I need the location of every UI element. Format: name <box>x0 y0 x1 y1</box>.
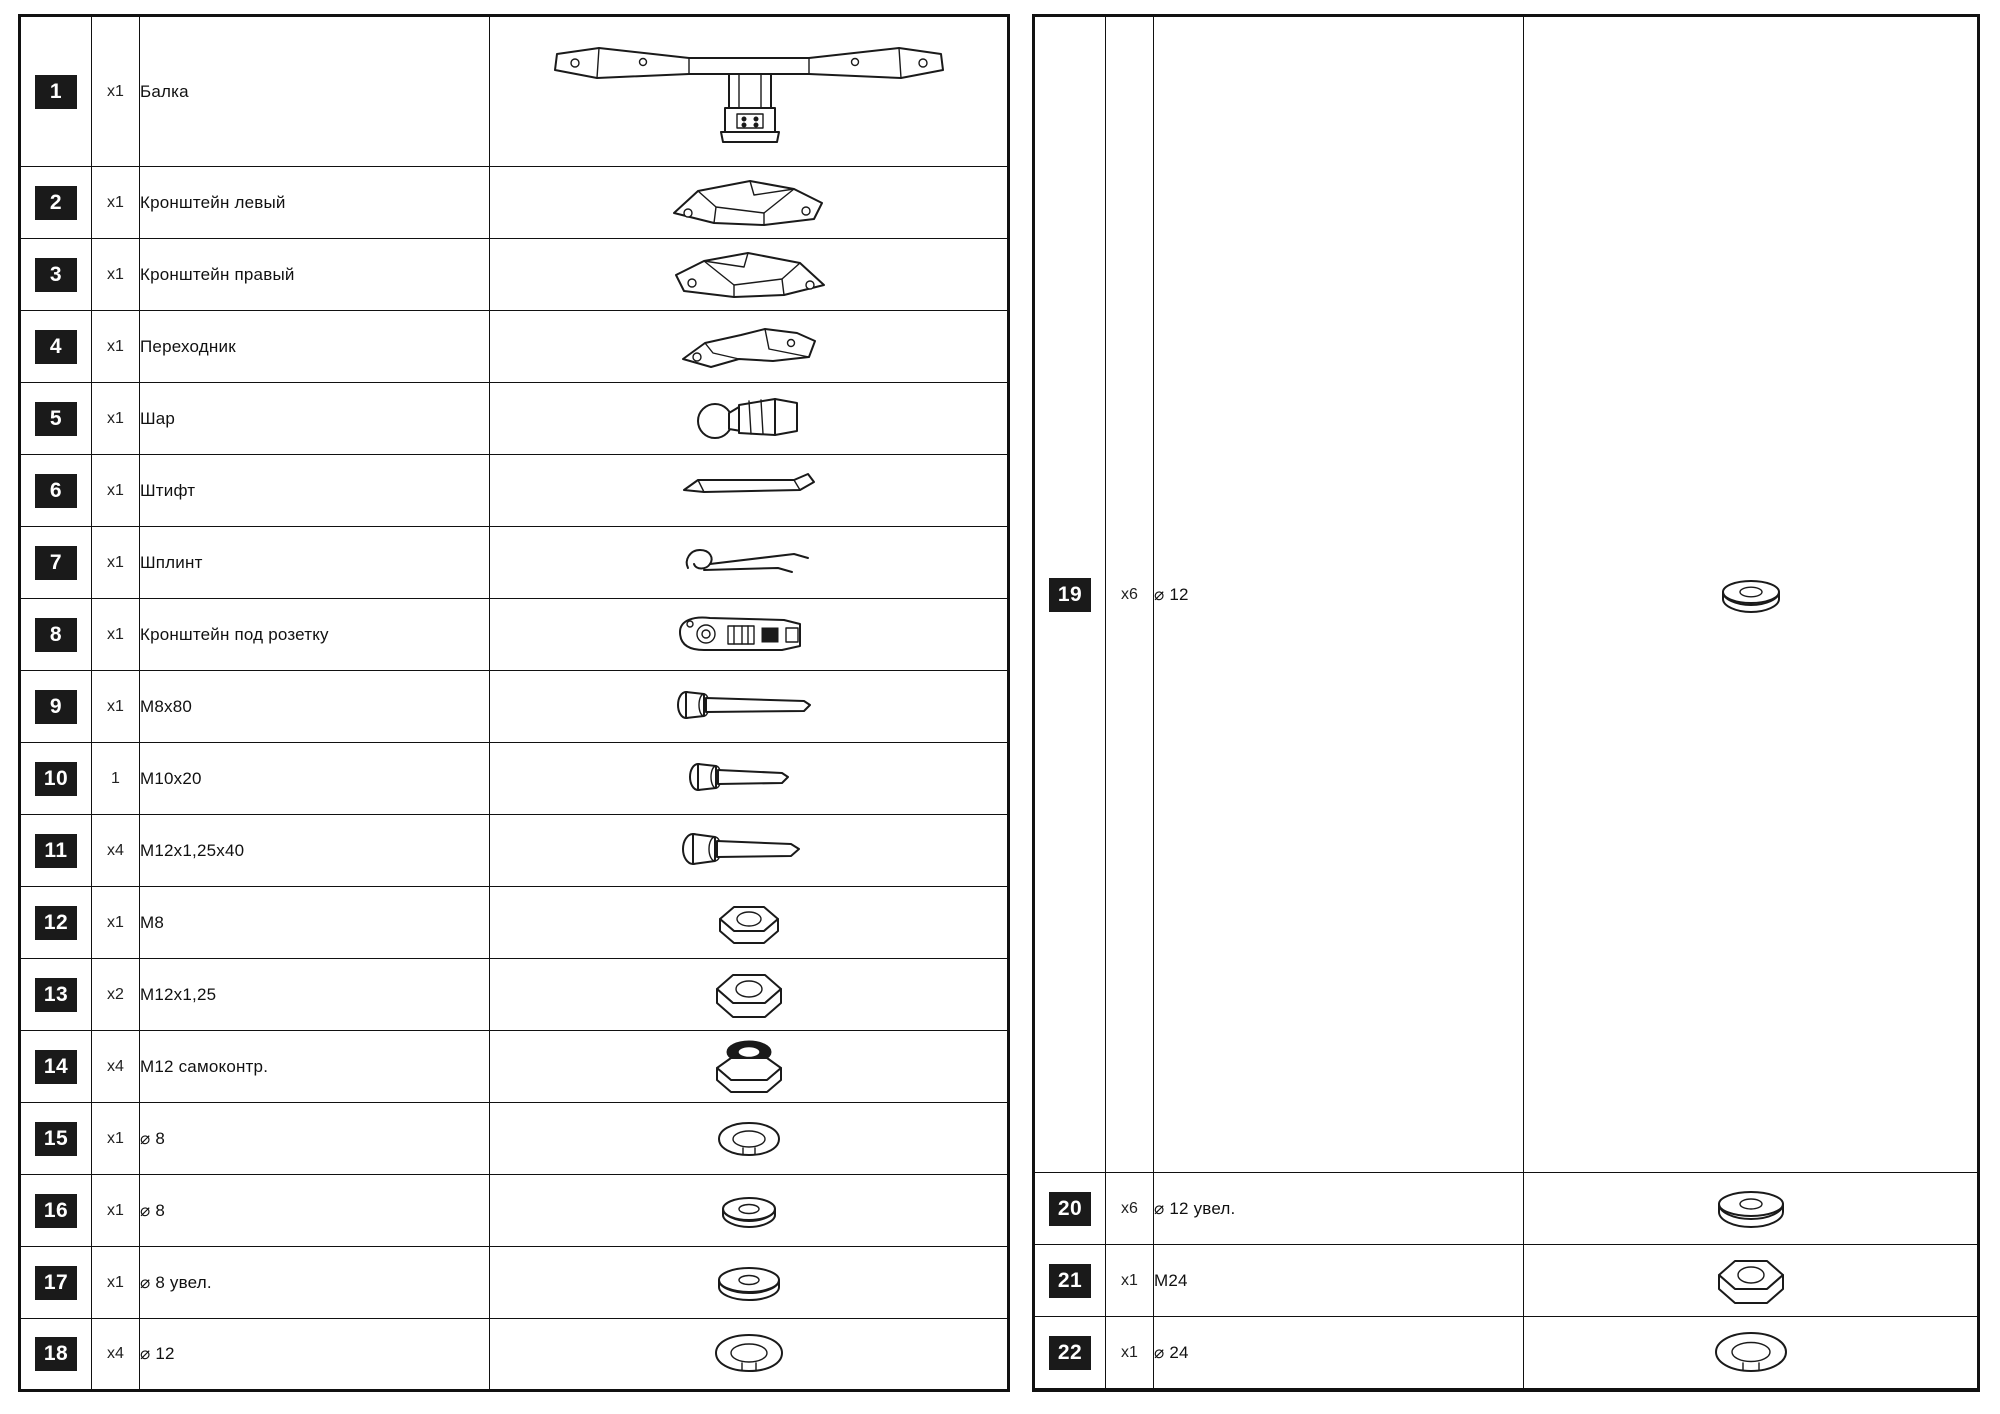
row-number-cell <box>20 887 92 959</box>
row-number-cell <box>1034 1245 1106 1317</box>
row-name-cell: ⌀ 12 <box>1154 16 1524 1173</box>
item-number-badge: 6 <box>35 474 77 508</box>
row-number-cell <box>20 311 92 383</box>
row-number-cell <box>20 815 92 887</box>
row-qty-cell: x1 <box>92 167 140 239</box>
row-qty-cell: x1 <box>92 1247 140 1319</box>
row-image-cell <box>490 239 1009 311</box>
adapter-icon <box>490 319 1007 375</box>
bolt-short-icon <box>490 759 1007 799</box>
row-name-cell: Балка <box>140 16 490 167</box>
row-name-cell: Кронштейн правый <box>140 239 490 311</box>
row-qty-cell: x4 <box>92 1319 140 1391</box>
table-row <box>20 671 1009 743</box>
table-row <box>20 815 1009 887</box>
row-name-cell: Шар <box>140 383 490 455</box>
row-name-cell: Переходник <box>140 311 490 383</box>
table-row <box>20 1319 1009 1391</box>
table-row <box>20 1247 1009 1319</box>
table-row <box>20 1103 1009 1175</box>
row-number-cell <box>20 599 92 671</box>
flat-washer-small-icon <box>490 1191 1007 1231</box>
item-number-badge: 5 <box>35 402 77 436</box>
pin-icon <box>490 468 1007 514</box>
row-image-cell <box>490 959 1009 1031</box>
row-image-cell <box>490 383 1009 455</box>
row-name-cell: Кронштейн левый <box>140 167 490 239</box>
item-number-badge: 14 <box>35 1050 77 1084</box>
flat-washer-small-icon <box>1524 574 1977 616</box>
row-image-cell <box>490 599 1009 671</box>
row-number-cell <box>20 743 92 815</box>
item-number-badge: 7 <box>35 546 77 580</box>
item-number-badge: 12 <box>35 906 77 940</box>
row-name-cell: ⌀ 12 увел. <box>1154 1173 1524 1245</box>
row-name-cell: ⌀ 8 <box>140 1103 490 1175</box>
row-image-cell <box>490 1175 1009 1247</box>
row-qty-cell: x1 <box>92 383 140 455</box>
spring-washer-large-icon <box>490 1329 1007 1379</box>
row-name-cell: ⌀ 8 увел. <box>140 1247 490 1319</box>
row-qty-cell: x4 <box>92 815 140 887</box>
item-number-badge: 1 <box>35 75 77 109</box>
bolt-long-icon <box>490 687 1007 727</box>
table-row <box>20 887 1009 959</box>
left-column <box>18 14 1010 1396</box>
item-number-badge: 2 <box>35 186 77 220</box>
row-name-cell: M24 <box>1154 1245 1524 1317</box>
row-image-cell <box>1524 1245 1979 1317</box>
row-name-cell: ⌀ 24 <box>1154 1317 1524 1389</box>
table-row <box>20 455 1009 527</box>
table-empty-area <box>1034 1389 1979 1391</box>
row-image-cell <box>1524 1173 1979 1245</box>
row-qty-cell: x1 <box>92 16 140 167</box>
table-row <box>1034 1317 1979 1389</box>
item-number-badge: 8 <box>35 618 77 652</box>
item-number-badge: 15 <box>35 1122 77 1156</box>
table-row <box>20 383 1009 455</box>
row-image-cell <box>490 1031 1009 1103</box>
bracket-right-icon <box>490 245 1007 305</box>
row-image-cell <box>490 815 1009 887</box>
lock-nut-icon <box>490 1036 1007 1098</box>
row-qty-cell: 1 <box>92 743 140 815</box>
row-name-cell: M12x1,25x40 <box>140 815 490 887</box>
row-number-cell <box>20 455 92 527</box>
row-image-cell <box>490 527 1009 599</box>
right-column <box>1032 14 1980 1396</box>
row-qty-cell: x1 <box>1106 1245 1154 1317</box>
table-row <box>20 743 1009 815</box>
table-row <box>20 527 1009 599</box>
row-number-cell <box>1034 16 1106 1173</box>
hex-nut-tall-icon <box>490 965 1007 1025</box>
item-number-badge: 20 <box>1049 1192 1091 1226</box>
parts-table-right <box>1032 14 1980 1392</box>
row-image-cell <box>1524 1317 1979 1389</box>
table-row <box>20 959 1009 1031</box>
row-qty-cell: x2 <box>92 959 140 1031</box>
table-row <box>20 167 1009 239</box>
item-number-badge: 3 <box>35 258 77 292</box>
item-number-badge: 19 <box>1049 578 1091 612</box>
item-number-badge: 13 <box>35 978 77 1012</box>
item-number-badge: 22 <box>1049 1336 1091 1370</box>
row-image-cell <box>490 1247 1009 1319</box>
row-number-cell <box>20 1175 92 1247</box>
item-number-badge: 11 <box>35 834 77 868</box>
item-number-badge: 21 <box>1049 1264 1091 1298</box>
row-image-cell <box>490 1319 1009 1391</box>
row-image-cell <box>490 743 1009 815</box>
row-qty-cell: x6 <box>1106 16 1154 1173</box>
item-number-badge: 18 <box>35 1337 77 1371</box>
row-image-cell <box>490 887 1009 959</box>
row-name-cell: Шплинт <box>140 527 490 599</box>
table-row <box>20 599 1009 671</box>
item-number-badge: 17 <box>35 1266 77 1300</box>
row-number-cell <box>20 1247 92 1319</box>
row-number-cell <box>20 1031 92 1103</box>
row-image-cell <box>490 167 1009 239</box>
row-number-cell <box>20 167 92 239</box>
row-number-cell <box>1034 1173 1106 1245</box>
row-number-cell <box>20 527 92 599</box>
table-row <box>20 239 1009 311</box>
bracket-left-icon <box>490 173 1007 233</box>
row-name-cell: ⌀ 8 <box>140 1175 490 1247</box>
spring-washer-large-icon <box>1524 1327 1977 1379</box>
row-name-cell: M8x80 <box>140 671 490 743</box>
row-image-cell <box>490 16 1009 167</box>
row-image-cell <box>490 311 1009 383</box>
row-qty-cell: x1 <box>92 527 140 599</box>
row-qty-cell: x1 <box>92 239 140 311</box>
row-name-cell: M8 <box>140 887 490 959</box>
tow-bar-beam-icon <box>490 36 1007 148</box>
parts-table-left <box>18 14 1010 1392</box>
row-qty-cell: x6 <box>1106 1173 1154 1245</box>
flat-washer-wide-icon <box>490 1262 1007 1304</box>
row-number-cell <box>20 239 92 311</box>
row-qty-cell: x1 <box>1106 1317 1154 1389</box>
spring-washer-icon <box>490 1117 1007 1161</box>
item-number-badge: 10 <box>35 762 77 796</box>
row-qty-cell: x1 <box>92 1103 140 1175</box>
row-image-cell <box>490 1103 1009 1175</box>
row-number-cell <box>20 383 92 455</box>
row-image-cell <box>490 671 1009 743</box>
item-number-badge: 9 <box>35 690 77 724</box>
row-qty-cell: x1 <box>92 671 140 743</box>
bolt-medium-icon <box>490 829 1007 873</box>
row-qty-cell: x1 <box>92 311 140 383</box>
row-image-cell <box>1524 16 1979 1173</box>
hex-nut-icon <box>490 895 1007 951</box>
row-number-cell <box>20 1319 92 1391</box>
row-name-cell: M10x20 <box>140 743 490 815</box>
item-number-badge: 16 <box>35 1194 77 1228</box>
row-name-cell: Кронштейн под розетку <box>140 599 490 671</box>
hex-nut-icon <box>1524 1251 1977 1311</box>
row-name-cell: ⌀ 12 <box>140 1319 490 1391</box>
socket-bracket-icon <box>490 608 1007 662</box>
tow-ball-icon <box>490 391 1007 447</box>
table-row <box>20 1175 1009 1247</box>
row-qty-cell: x1 <box>92 887 140 959</box>
row-qty-cell: x1 <box>92 599 140 671</box>
row-number-cell <box>20 16 92 167</box>
table-row <box>1034 16 1979 1173</box>
row-name-cell: M12 самоконтр. <box>140 1031 490 1103</box>
table-row <box>20 1031 1009 1103</box>
table-row <box>1034 1245 1979 1317</box>
table-row <box>20 311 1009 383</box>
row-number-cell <box>1034 1317 1106 1389</box>
row-name-cell: Штифт <box>140 455 490 527</box>
row-number-cell <box>20 671 92 743</box>
row-qty-cell: x1 <box>92 455 140 527</box>
row-name-cell: M12x1,25 <box>140 959 490 1031</box>
row-qty-cell: x1 <box>92 1175 140 1247</box>
row-number-cell <box>20 959 92 1031</box>
cotter-pin-icon <box>490 538 1007 588</box>
item-number-badge: 4 <box>35 330 77 364</box>
row-image-cell <box>490 455 1009 527</box>
row-number-cell <box>20 1103 92 1175</box>
table-row <box>1034 1173 1979 1245</box>
row-qty-cell: x4 <box>92 1031 140 1103</box>
table-row <box>20 16 1009 167</box>
flat-washer-wide-icon <box>1524 1186 1977 1232</box>
